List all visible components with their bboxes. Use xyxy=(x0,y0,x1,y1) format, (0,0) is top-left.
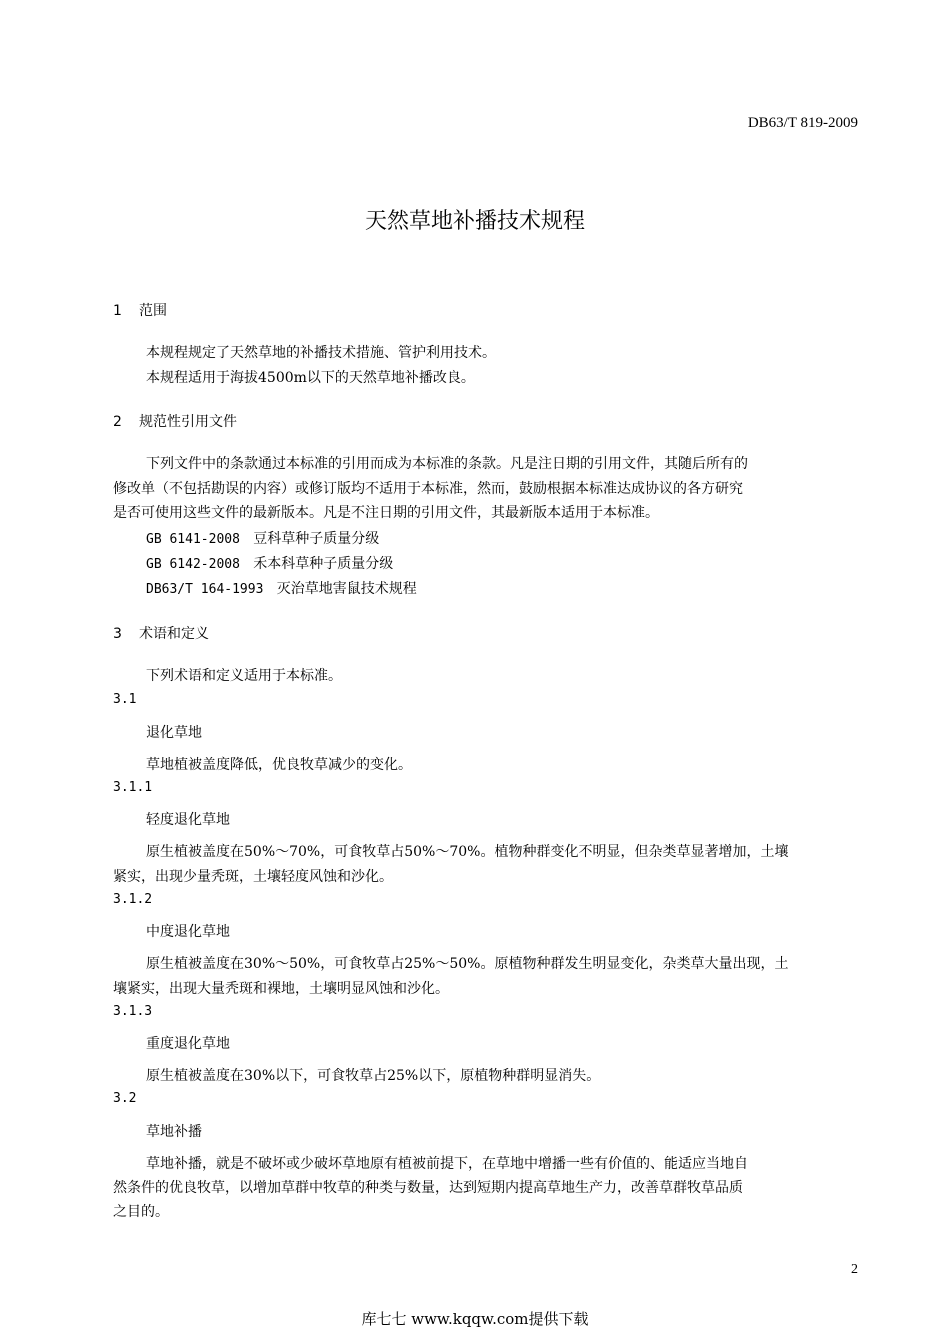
paragraph-line: 是否可使用这些文件的最新版本。凡是不注日期的引用文件，其最新版本适用于本标准。 xyxy=(113,505,659,521)
document-title: 天然草地补播技术规程 xyxy=(364,209,585,234)
section-number: 2 xyxy=(113,414,122,430)
reference-item xyxy=(146,528,379,548)
section-number: 1 xyxy=(113,303,122,319)
term-title: 草地补播 xyxy=(146,1124,202,1140)
paragraph: 本规程适用于海拔4500m以下的天然草地补播改良。 xyxy=(146,370,475,386)
reference-name: 灭治草地害鼠技术规程 xyxy=(276,581,417,597)
clause-number: 3.1.1 xyxy=(113,780,153,795)
term-definition: 原生植被盖度在30%以下，可食牧草占25%以下，原植物种群明显消失。 xyxy=(146,1068,601,1084)
paragraph-line: 修改单（不包括勘误的内容）或修订版均不适用于本标准，然而，鼓励根据本标准达成协议的各方研究 xyxy=(113,481,743,497)
clause-number: 3.1.3 xyxy=(113,1004,153,1019)
term-definition-line: 壤紧实，出现大量秃斑和裸地，土壤明显风蚀和沙化。 xyxy=(113,981,449,997)
term-title: 重度退化草地 xyxy=(146,1036,230,1052)
reference-code: GB 6141-2008 xyxy=(146,532,240,547)
footer-watermark: 库七七 www.kqqw.com提供下载 xyxy=(361,1310,589,1328)
paragraph-line: 下列文件中的条款通过本标准的引用而成为本标准的条款。凡是注日期的引用文件，其随后所有的 xyxy=(146,456,748,472)
reference-name: 豆科草种子质量分级 xyxy=(253,531,380,547)
paragraph: 本规程规定了天然草地的补播技术措施、管护利用技术。 xyxy=(146,345,496,361)
section-1-heading xyxy=(113,300,167,320)
term-title: 轻度退化草地 xyxy=(146,812,230,828)
reference-code: GB 6142-2008 xyxy=(146,557,240,572)
term-definition: 草地植被盖度降低，优良牧草减少的变化。 xyxy=(146,757,412,773)
term-definition-line: 原生植被盖度在30%～50%，可食牧草占25%～50%。原植物种群发生明显变化，杂类草大量出现，土 xyxy=(146,956,789,972)
standard-code: DB63/T 819-2009 xyxy=(747,115,858,131)
reference-item xyxy=(146,578,417,598)
reference-item xyxy=(146,553,393,573)
clause-number: 3.2 xyxy=(113,1091,137,1106)
paragraph: 下列术语和定义适用于本标准。 xyxy=(146,668,342,684)
term-definition-line: 然条件的优良牧草，以增加草群中牧草的种类与数量，达到短期内提高草地生产力，改善草群牧草品质 xyxy=(113,1180,743,1196)
reference-code: DB63/T 164-1993 xyxy=(146,582,264,597)
term-definition-line: 原生植被盖度在50%～70%，可食牧草占50%～70%。植物种群变化不明显，但杂类草显著增加，土壤 xyxy=(146,844,789,860)
page-number: 2 xyxy=(851,1262,858,1277)
section-number: 3 xyxy=(113,626,122,642)
term-definition-line: 紧实，出现少量秃斑，土壤轻度风蚀和沙化。 xyxy=(113,869,393,885)
reference-name: 禾本科草种子质量分级 xyxy=(253,556,394,572)
term-definition-line: 草地补播，就是不破坏或少破坏草地原有植被前提下，在草地中增播一些有价值的、能适应当地自 xyxy=(146,1156,748,1172)
clause-number: 3.1 xyxy=(113,692,137,707)
section-title: 术语和定义 xyxy=(139,626,209,642)
term-title: 中度退化草地 xyxy=(146,924,230,940)
term-title: 退化草地 xyxy=(146,725,202,741)
section-2-heading xyxy=(113,411,237,431)
section-3-heading xyxy=(113,623,209,643)
section-title: 规范性引用文件 xyxy=(139,414,237,430)
clause-number: 3.1.2 xyxy=(113,892,153,907)
section-title: 范围 xyxy=(139,303,167,319)
term-definition-line: 之目的。 xyxy=(113,1204,169,1220)
